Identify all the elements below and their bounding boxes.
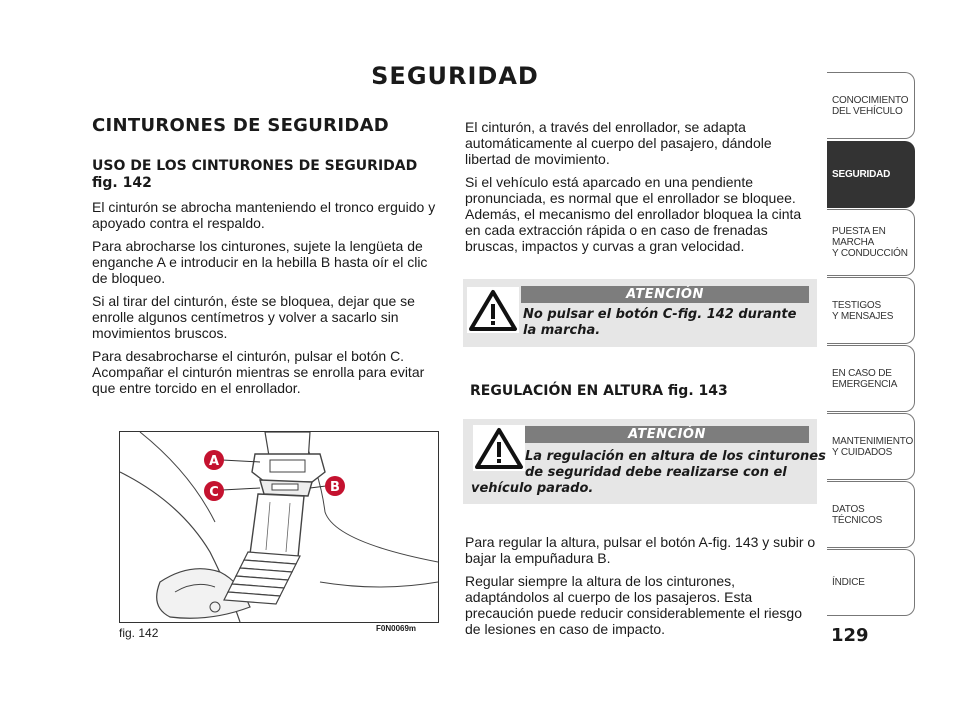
subsection-title: USO DE LOS CINTURONES DE SEGURIDAD fig. 142 — [92, 158, 418, 191]
right-column-bottom — [465, 534, 817, 644]
sidebar-tab-datos-tecnicos[interactable] — [827, 481, 915, 548]
subsection-title-regulacion: REGULACIÓN EN ALTURA fig. 143 — [470, 383, 728, 399]
sidebar-tab-puesta-en-marcha[interactable] — [827, 209, 915, 276]
warning-text-line-2: de seguridad debe realizarse con el — [525, 465, 787, 480]
sidebar-tab-label: TESTIGOS Y MENSAJES — [832, 299, 894, 322]
sidebar-tab-label: MANTENIMIENTO Y CUIDADOS — [832, 435, 914, 458]
figure-caption: fig. 142 — [119, 626, 159, 640]
sidebar-tab-indice[interactable] — [827, 549, 915, 616]
page-title: SEGURIDAD — [371, 62, 539, 90]
right-column-top — [465, 119, 817, 261]
paragraph: El cinturón se abrocha manteniendo el tronco erguido y apoyado contra el respaldo. — [92, 199, 436, 231]
sidebar-tab-label: SEGURIDAD — [832, 169, 891, 180]
sidebar-tab-label: EN CASO DE EMERGENCIA — [832, 367, 898, 390]
callout-c-label: C — [209, 485, 219, 500]
paragraph: Para desabrocharse el cinturón, pulsar el botón C. Acompañar el cinturón mientras se enrolla para evitar que entre torcido en el enrollador. — [92, 348, 425, 396]
sidebar-tab-seguridad[interactable] — [827, 141, 915, 208]
sidebar-tab-mantenimiento[interactable] — [827, 413, 915, 480]
figure-142 — [119, 431, 439, 623]
paragraph: Si al tirar del cinturón, éste se bloquea, dejar que se enrolle algunos centímetros y volver a sacarlo sin movimientos bruscos. — [92, 293, 415, 341]
warning-triangle-icon — [473, 425, 525, 471]
warning-triangle-icon — [467, 287, 519, 333]
figure-code: F0N0069m — [376, 624, 417, 633]
sidebar-tab-conocimiento[interactable] — [827, 72, 915, 139]
paragraph: Si el vehículo está aparcado en una pendiente pronunciada, es normal que el enrollador se bloquee. Además, el mecanismo del enrollador bloquea la cinta en cada extracción rápida o en caso de frenadas bruscas, impactos y curvas a gran velocidad. — [465, 174, 802, 254]
sidebar-tab-label: PUESTA EN MARCHA Y CONDUCCIÓN — [832, 226, 908, 259]
warning-header: ATENCIÓN — [525, 426, 809, 443]
paragraph: Para regular la altura, pulsar el botón A-fig. 143 y subir o bajar la empuñadura B. — [465, 534, 816, 566]
seatbelt-illustration — [120, 432, 438, 622]
sidebar-tab-emergencia[interactable] — [827, 345, 915, 412]
callout-b-label: B — [330, 480, 340, 495]
paragraph: Regular siempre la altura de los cinturones, adaptándolos al cuerpo de los pasajeros. Esta precaución puede reducir considerablemente el riesgo de lesiones en caso de impacto. — [465, 573, 802, 637]
section-title: CINTURONES DE SEGURIDAD — [92, 115, 390, 136]
sidebar-tab-testigos[interactable] — [827, 277, 915, 344]
warning-text-line-1: La regulación en altura de los cinturones — [525, 449, 826, 464]
paragraph: Para abrocharse los cinturones, sujete la lengüeta de enganche A e introducir en la hebilla B hasta oír el clic de bloqueo. — [92, 238, 428, 286]
callout-a-label: A — [208, 454, 220, 469]
sidebar-tab-label: ÍNDICE — [832, 577, 865, 588]
page-number: 129 — [831, 625, 869, 646]
warning-box-1 — [463, 279, 817, 347]
paragraph: El cinturón, a través del enrollador, se adapta automáticamente al cuerpo del pasajero, dándole libertad de movimiento. — [465, 119, 772, 167]
sidebar-tab-label: CONOCIMIENTO DEL VEHÍCULO — [832, 94, 909, 117]
warning-text-line-3: vehículo parado. — [471, 481, 594, 496]
sidebar-tab-label: DATOS TÉCNICOS — [832, 503, 883, 526]
warning-text: No pulsar el botón C-fig. 142 durante la marcha. — [523, 307, 797, 338]
warning-header: ATENCIÓN — [521, 286, 809, 303]
left-column — [92, 158, 437, 403]
warning-box-2 — [463, 419, 826, 504]
